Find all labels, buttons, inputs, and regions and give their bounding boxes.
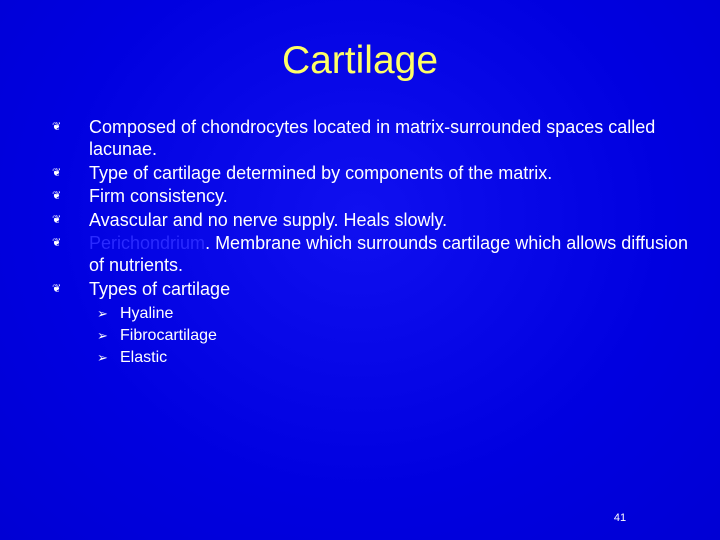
sub-bullet-text: Hyaline — [120, 304, 174, 322]
arrowhead-bullet-icon: ➢ — [97, 349, 108, 365]
bullet-text: Avascular and no nerve supply. Heals slowly. — [89, 209, 448, 230]
arrowhead-bullet-icon: ➢ — [97, 327, 108, 343]
page-number: 41 — [613, 512, 627, 524]
sub-bullet-list — [89, 303, 692, 369]
sub-bullet-item — [97, 303, 692, 325]
sub-bullet-item — [97, 325, 692, 347]
bullet-text: . Membrane which surrounds cartilage which allows diffusion of nutrients. — [89, 233, 688, 275]
bullet-item — [52, 185, 692, 207]
highlighted-term: Perichondrium — [89, 233, 206, 253]
sub-bullet-text: Fibrocartilage — [120, 326, 217, 344]
bullet-item — [52, 209, 692, 231]
bullet-item — [52, 278, 692, 369]
floral-bullet-icon: ❦ — [52, 237, 62, 249]
floral-bullet-icon: ❦ — [52, 213, 62, 226]
sub-bullet-text: Elastic — [120, 348, 168, 366]
arrowhead-bullet-icon: ➢ — [97, 305, 108, 321]
bullet-text: Firm consistency. — [89, 186, 228, 206]
floral-bullet-icon: ❦ — [52, 282, 62, 295]
sub-bullet-item — [97, 347, 692, 369]
slide-title: Cartilage — [281, 39, 439, 82]
floral-bullet-icon: ❦ — [52, 166, 62, 179]
bullet-text: Type of cartilage determined by components of the matrix. — [89, 162, 553, 183]
bullet-text: Types of cartilage — [89, 278, 231, 299]
bullet-list — [52, 116, 692, 370]
bullet-text: Composed of chondrocytes located in matrix-surrounded spaces called lacunae. — [89, 117, 656, 159]
bullet-item — [52, 116, 692, 160]
floral-bullet-icon: ❦ — [52, 121, 62, 133]
floral-bullet-icon: ❦ — [52, 190, 62, 202]
bullet-item — [52, 162, 692, 184]
bullet-item — [52, 232, 692, 276]
